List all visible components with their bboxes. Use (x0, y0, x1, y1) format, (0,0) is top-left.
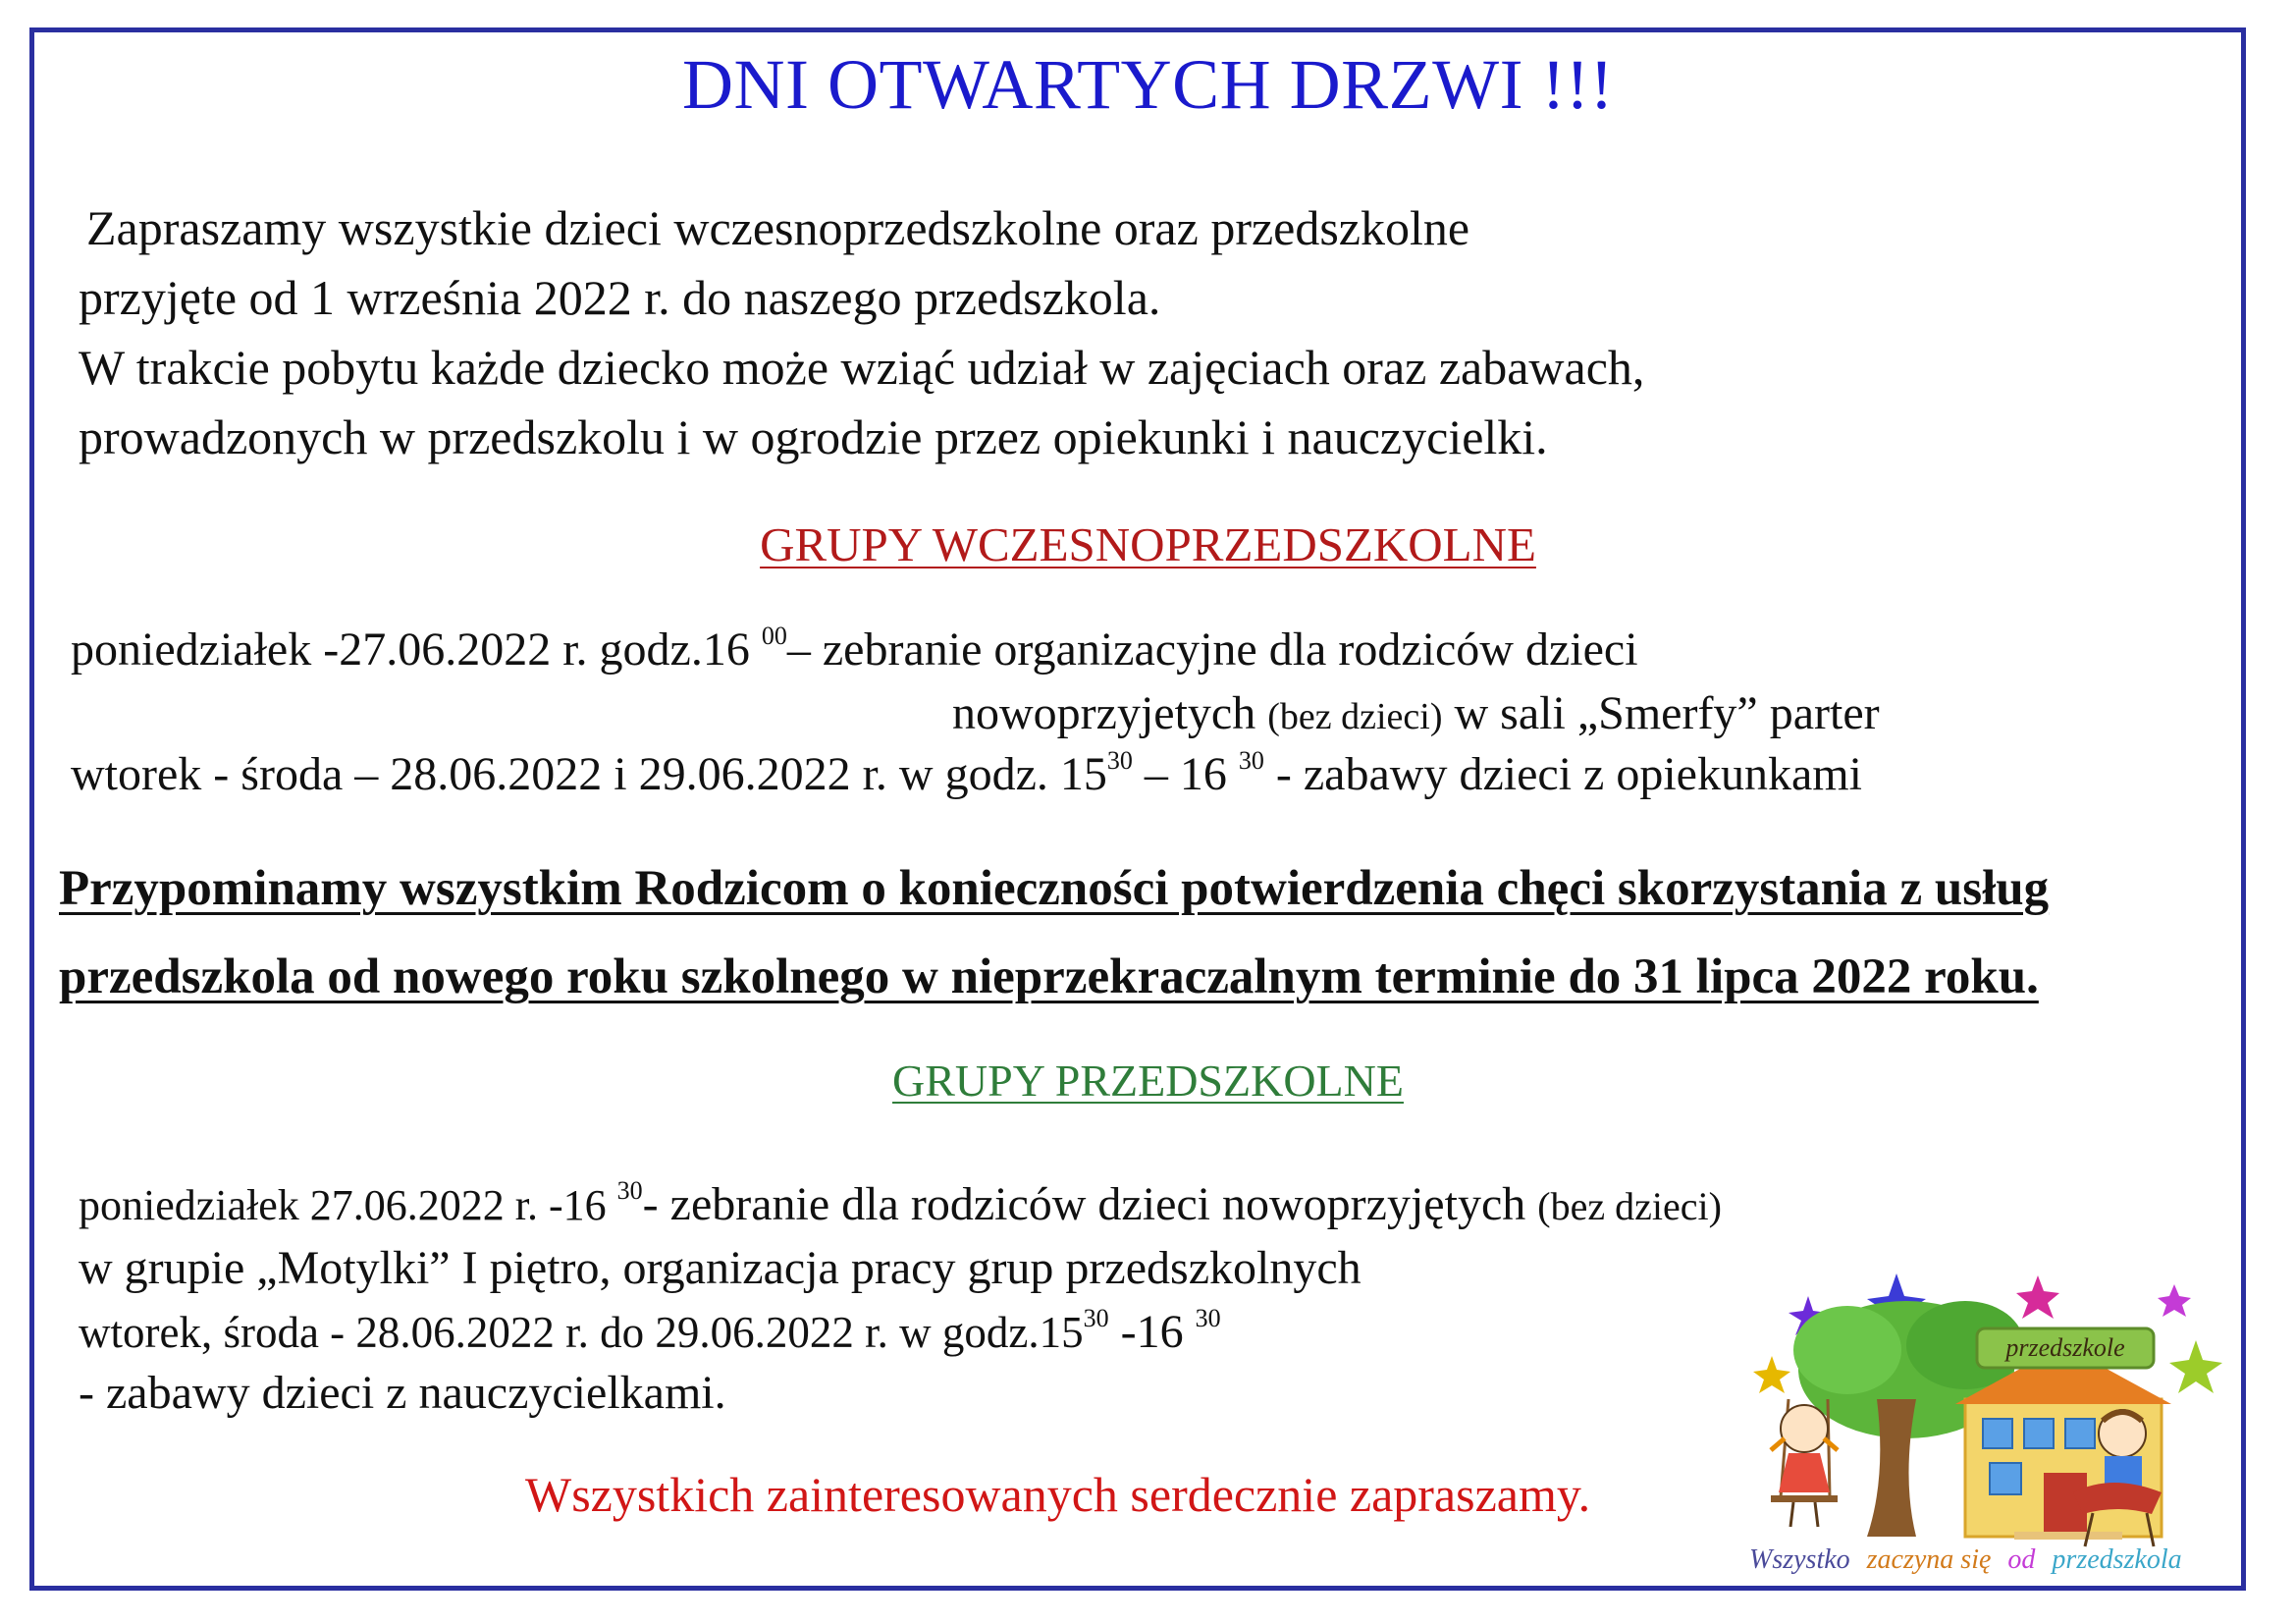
early-line3-sup2: 30 (1238, 746, 1264, 775)
reminder-line-2: przedszkola od nowego roku szkolnego w nieprzekraczalnym terminie do 31 lipca 2022 roku. (59, 949, 2039, 1004)
preschool-line1-text: poniedziałek 27.06.2022 r. -16 (79, 1181, 617, 1229)
logo-sign-text: przedszkole (2005, 1333, 2125, 1362)
early-line1-sup: 00 (761, 622, 787, 650)
early-line1-rest: – zebranie organizacyjne dla rodziców dzieci (786, 623, 1638, 676)
intro-line-3: W trakcie pobytu każde dziecko może wziąć udział w zajęciach oraz zabawach, (79, 340, 1645, 395)
early-line3-text: wtorek - środa – 28.06.2022 i 29.06.2022 r. w godz. 15 (71, 748, 1107, 800)
intro-line-1: Zapraszamy wszystkie dzieci wczesnoprzedszkolne oraz przedszkolne (86, 200, 1470, 255)
early-line3-sup1: 30 (1106, 746, 1133, 775)
preschool-schedule-line-1 (79, 1176, 1722, 1230)
reminder-line-1: Przypominamy wszystkim Rodzicom o konieczności potwierdzenia chęci skorzystania z usług (59, 861, 2050, 916)
preschool-line1-note: (bez dzieci) (1537, 1184, 1722, 1228)
page-title: DNI OTWARTYCH DRZWI !!! (682, 45, 1614, 124)
preschool-schedule-line-2: w grupie „Motylki” I piętro, organizacja pracy grup przedszkolnych (79, 1242, 1362, 1294)
preschool-line1-rest: - zebranie dla rodziców dzieci nowoprzyjętych (642, 1178, 1538, 1230)
early-line2-text: nowoprzyjetych (952, 687, 1268, 739)
early-schedule-line-3 (71, 746, 1862, 800)
early-schedule-line-1 (71, 622, 1638, 676)
intro-line-2: przyjęte od 1 września 2022 r. do naszego przedszkola. (79, 270, 1161, 325)
star-icon (1753, 1356, 1790, 1393)
preschool-groups-heading: GRUPY PRZEDSZKOLNE (892, 1056, 1404, 1106)
early-line2-rest: w sali „Smerfy” parter (1442, 687, 1880, 739)
preschool-line3-text: wtorek, środa - 28.06.2022 r. do 29.06.2022 r. w godz.15 (79, 1308, 1084, 1357)
preschool-line3-sup2: 30 (1195, 1304, 1221, 1332)
early-line3-mid: – 16 (1132, 748, 1239, 800)
preschool-schedule-line-3 (79, 1304, 1221, 1358)
child-figure-left (1771, 1399, 1838, 1527)
star-icon (2016, 1275, 2059, 1319)
logo-slogan: Wszystko zaczyna się od przedszkola (1749, 1544, 2182, 1575)
early-line2-note: (bez dzieci) (1267, 696, 1443, 737)
preschool-line1-sup: 30 (616, 1176, 643, 1205)
early-groups-heading: GRUPY WCZESNOPRZEDSZKOLNE (760, 517, 1536, 571)
preschool-schedule-line-4: - zabawy dzieci z nauczycielkami. (79, 1367, 726, 1419)
preschool-line3-mid: -16 (1108, 1306, 1196, 1358)
preschool-logo (1720, 1252, 2230, 1586)
preschool-line3-sup1: 30 (1083, 1304, 1109, 1332)
star-icon (2158, 1284, 2191, 1317)
star-icon (2169, 1340, 2222, 1393)
early-schedule-line-2 (952, 687, 1880, 739)
early-line3-rest: - zabawy dzieci z opiekunkami (1263, 748, 1862, 800)
intro-line-4: prowadzonych w przedszkolu i w ogrodzie przez opiekunki i nauczycielki. (79, 409, 1548, 464)
early-line1-text: poniedziałek -27.06.2022 r. godz.16 (71, 623, 762, 676)
invitation-text: Wszystkich zainteresowanych serdecznie zapraszamy. (525, 1467, 1591, 1522)
